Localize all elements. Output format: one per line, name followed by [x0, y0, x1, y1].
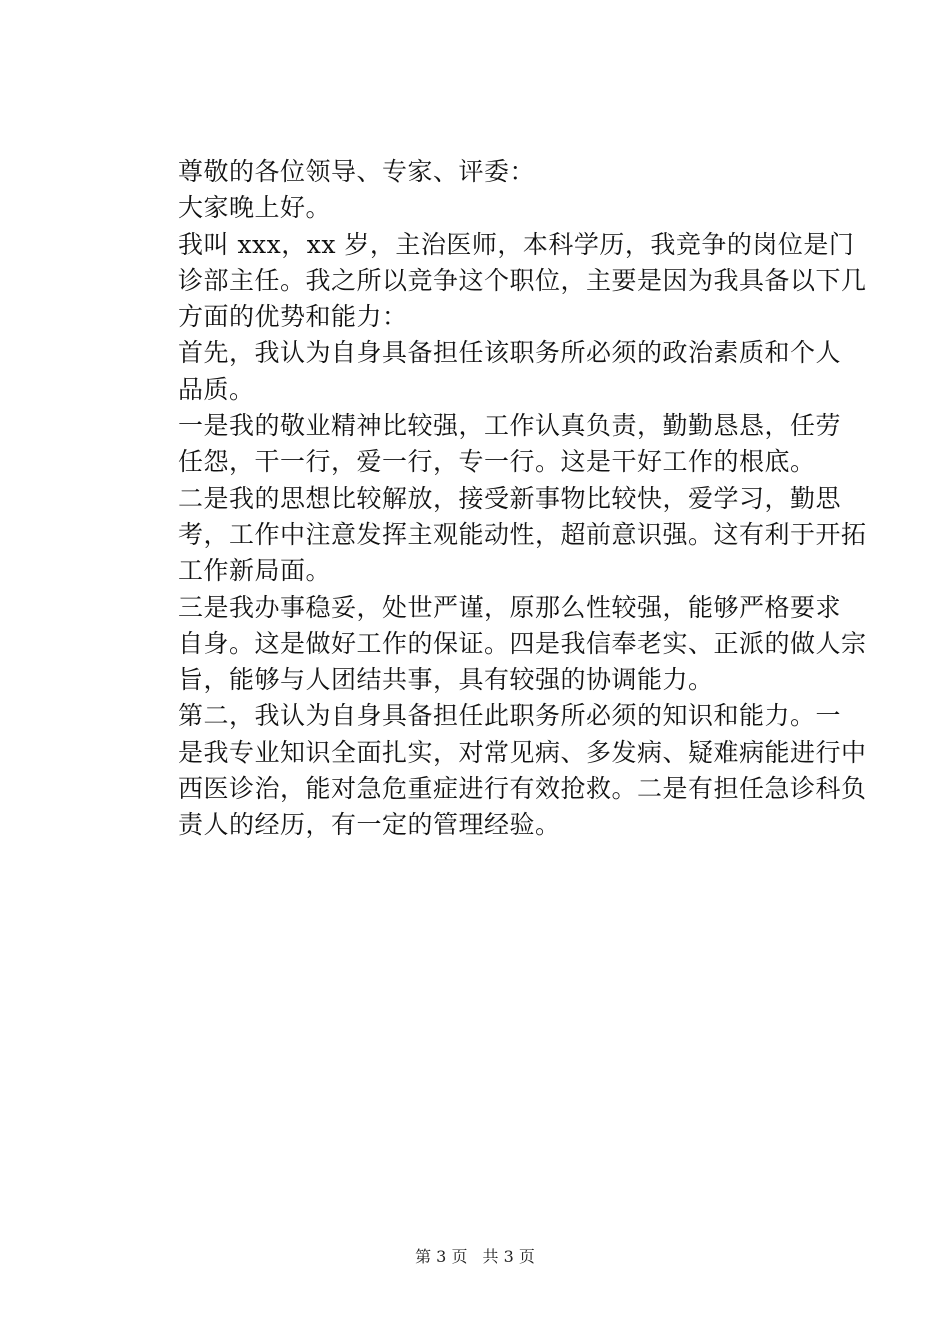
text-line: 考，工作中注意发挥主观能动性，超前意识强。这有利于开拓	[178, 519, 867, 549]
page-footer	[0, 1244, 950, 1267]
paragraph-first-point	[128, 335, 842, 408]
page-number-label: 第 3 页	[415, 1247, 468, 1266]
text-line: 首先，我认为自身具备担任该职务所必须的政治素质和个人	[178, 338, 842, 368]
paragraph-second-point	[128, 698, 867, 843]
text-line: 尊敬的各位领导、专家、评委：	[178, 157, 536, 186]
paragraph-salutation	[128, 154, 838, 190]
text-line: 自身。这是做好工作的保证。四是我信奉老实、正派的做人宗	[178, 628, 867, 658]
paragraph-dedication	[128, 408, 842, 481]
text-line: 第二，我认为自身具备担任此职务所必须的知识和能力。一	[178, 701, 842, 731]
paragraph-self-introduction	[128, 227, 867, 336]
text-line: 旨，能够与人团结共事，具有较强的协调能力。	[178, 665, 714, 695]
text-line: 方面的优势和能力：	[178, 302, 408, 332]
text-line: 任怨，干一行，爱一行，专一行。这是干好工作的根底。	[178, 447, 816, 477]
page-total-label: 共 3 页	[482, 1247, 535, 1266]
text-line: 责人的经历，有一定的管理经验。	[178, 810, 561, 840]
text-line: 工作新局面。	[178, 556, 332, 586]
text-line: 三是我办事稳妥，处世严谨，原那么性较强，能够严格要求	[178, 592, 842, 622]
text-line: 是我专业知识全面扎实，对常见病、多发病、疑难病能进行中	[178, 737, 867, 767]
text-line: 诊部主任。我之所以竞争这个职位，主要是因为我具备以下几	[178, 265, 867, 295]
text-line: 一是我的敬业精神比较强，工作认真负责，勤勤恳恳，任劳	[178, 411, 842, 441]
text-line: 我叫 xxx，xx 岁，主治医师，本科学历，我竞争的岗位是门	[178, 229, 855, 259]
paragraph-principled	[128, 590, 867, 699]
paragraph-open-minded	[128, 481, 867, 590]
document-body	[128, 154, 867, 844]
paragraph-greeting	[128, 190, 838, 226]
text-line: 大家晚上好。	[178, 193, 332, 223]
text-line: 西医诊治，能对急危重症进行有效抢救。二是有担任急诊科负	[178, 774, 867, 804]
text-line: 品质。	[178, 374, 255, 404]
text-line: 二是我的思想比较解放，接受新事物比较快，爱学习，勤思	[178, 483, 842, 513]
